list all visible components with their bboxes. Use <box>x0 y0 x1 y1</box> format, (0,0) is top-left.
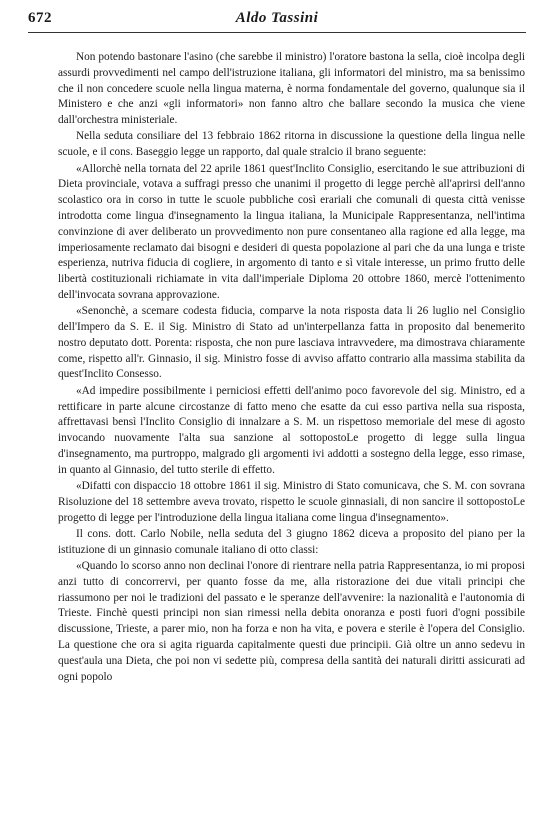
paragraph: Non potendo bastonare l'asino (che sarebbe il ministro) l'oratore bastona la sella, cioè incolpa degli assurdi provvedimenti nel campo dell'istruzione italiana, gli informatori del ministro, ma sa benissimo che il non concedere scuole nella lingua materna, è norma fondamentale del governo, qualunque sia il Ministero e che anzi «gli informatori» non fanno altro che ballare secondo la musica che viene dall'orchestra ministeriale. <box>58 51 525 127</box>
running-head: Aldo Tassini <box>235 10 319 26</box>
header-rule <box>28 32 526 33</box>
quoted-paragraph: «Quando lo scorso anno non declinai l'onore di rientrare nella patria Rappresentanza, io mi proposi anzi tutto di concorrervi, per quanto fosse da me, alla ristorazione dei due vitali principi che riassumono per noi le tradizioni del passato e le speranze dell'avvenire: la nazionalità e l'autonomia di Trieste. Finchè questi principi non sian rimessi nella debita onoranza e posti fuori d'ogni possibile discussione, Trieste, a parer mio, non ha forza e non ha vita, e povera e sterile è l'opera del Consiglio. La questione che ora si agita riguarda capitalmente questi due principii. Già oltre un anno sedevu in quest'aula una Dieta, che poi non vi sedette più, compresa della santità dei naturali diritti assicurati ad ogni popolo <box>58 560 525 683</box>
page-body <box>58 50 525 685</box>
paragraph: Il cons. dott. Carlo Nobile, nella seduta del 3 giugno 1862 diceva a proposito del piano per la istituzione di un ginnasio comunale italiano di otto classi: <box>58 527 525 556</box>
page-number: 672 <box>28 10 52 26</box>
quoted-paragraph: «Ad impedire possibilmente i perniciosi effetti dell'animo poco favorevole del sig. Ministro, ed a rettificare in parte alcune circostanze di fatto meno che esatte da cui esso partiva nella sua risposta, affrettavasi bensì l'Inclito Consiglio di innalzare a S. M. un rispettoso memoriale del mese di agosto invocando nuovamente l'alta sua sanzione al sottopostoLe progetto di legge sulla lingua d'insegnamento, ma purtroppo, malgrado gli argomenti ivi addotti a sostegno della legge, esso rimase, in quanto al Ginnasio, del tutto sterile di effetto. <box>58 384 525 476</box>
quoted-paragraph: «Senonchè, a scemare codesta fiducia, comparve la nota risposta data li 26 luglio nel Consiglio dell'Impero da S. E. il Sig. Ministro di Stato ad un'interpellanza fatta in proposito dal benemerito nostro deputato dott. Porenta: risposta, che non pure lasciava intravvedere, ma dimostrava chiaramente come, rispetto all'r. Ginnasio, il sig. Ministro fosse di avviso affatto contrario alla massima stabilita da quest'Inclito Consesso. <box>58 305 525 381</box>
quoted-paragraph: «Allorchè nella tornata del 22 aprile 1861 quest'Inclito Consiglio, esercitando le sue attribuzioni di Dieta provinciale, votava a suffragi presso che unanimi il progetto di legge perchè all'aprirsi dell'anno scolastico ora in corso in tutte le scuole pubbliche così erariali che comunali di questa città venisse introdotta come lingua d'insegnamento la lingua italiana, la Municipale Rappresentanza, nell'intima convinzione di aver deliberato un provvedimento non pure consentaneo alla ragione ed alla legge, ma imperiosamente reclamato dai bisogni e desideri di questa popolazione al pari che da una lunga e triste esperienza, nutriva fiducia di cogliere, in argomento di tanto e sì vitale interesse, un primo frutto delle libertà costituzionali richiamate in vita dall'imperiale Diploma 20 ottobre 1860, mercè l'ottenimento dell'invocata sovrana approvazione. <box>58 162 525 301</box>
page-header <box>28 8 526 32</box>
paragraph: Nella seduta consiliare del 13 febbraio 1862 ritorna in discussione la questione della lingua nelle scuole, e il cons. Baseggio legge un rapporto, dal quale stralcio il brano seguente: <box>58 130 525 159</box>
quoted-paragraph: «Difatti con dispaccio 18 ottobre 1861 il sig. Ministro di Stato comunicava, che S. M. con sovrana Risoluzione del 18 settembre aveva trovato, rispetto le scuole ginnasiali, di non sancire il sottopostoLe progetto di legge per l'introduzione della lingua italiana come lingua d'insegnamento». <box>58 480 525 524</box>
